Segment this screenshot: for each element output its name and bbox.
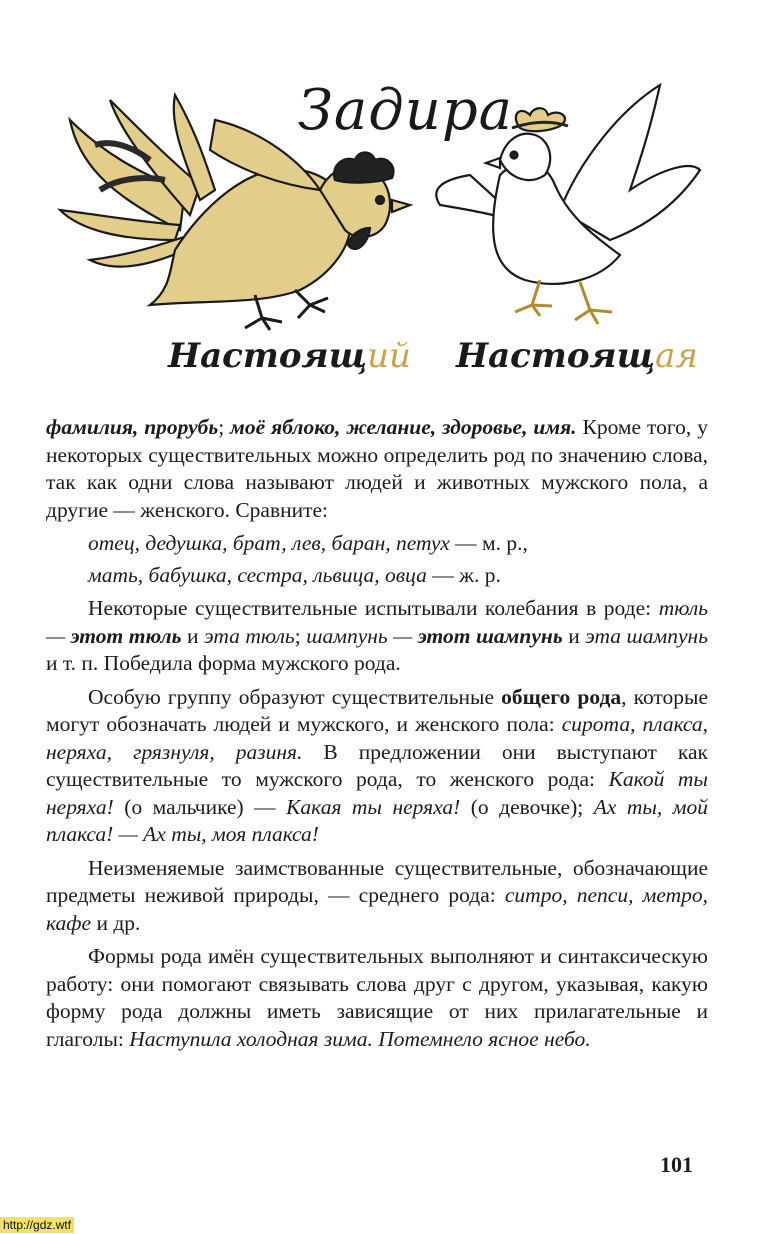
illustration-title: Задира	[298, 78, 514, 143]
paragraph-2: Некоторые существительные испытывали колебания в роде: тюль — этот тюль и эта тюль; шампунь — этот шампунь и эта шампунь и т. п. Победила форма мужского рода.	[46, 596, 708, 675]
page-number: 101	[660, 1152, 693, 1177]
paragraph-5: Формы рода имён существительных выполняют и синтаксическую работу: они помогают связывать слова друг с другом, указывая, какую форму рода должны иметь зависящие от них прилагательные и глаголы: Наступила холодная зима. Потемнело ясное небо.	[46, 944, 708, 1051]
caption-masculine: Настоящий	[168, 336, 411, 376]
footer-link[interactable]: http://gdz.wtf	[0, 1217, 74, 1233]
paragraph-4: Неизменяемые заимствованные существительные, обозначающие предметы неживой природы, — среднего рода: ситро, пепси, метро, кафе и др.	[46, 855, 708, 935]
caption-feminine-ending: ая	[655, 336, 698, 376]
paragraph-1: фамилия, прорубь; моё яблоко, желание, здоровье, имя. Кроме того, у некоторых существительных можно определить род по значению слова, так как одни слова называют людей и животных мужского пола, а другие — женского. Сравните:	[46, 415, 708, 522]
example-masculine: отец, дедушка, брат, лев, баран, петух — м. р.,	[88, 531, 528, 555]
body-text	[46, 414, 708, 1053]
caption-feminine: Настоящая	[456, 336, 698, 376]
example-feminine: мать, бабушка, сестра, львица, овца — ж. р.	[88, 562, 501, 587]
caption-masculine-ending: ий	[367, 336, 411, 376]
paragraph-3: Особую группу образуют существительные общего рода, которые могут обозначать людей и мужского, и женского пола: сирота, плакса, неряха, грязнуля, разиня. В предложении они выступают как существительные то мужского рода, то женского рода: Какой ты неряха! (о мальчике) — Какая ты неряха! (о девочке); Ах ты, мой плакса! — Ах ты, моя плакса!	[46, 684, 709, 846]
